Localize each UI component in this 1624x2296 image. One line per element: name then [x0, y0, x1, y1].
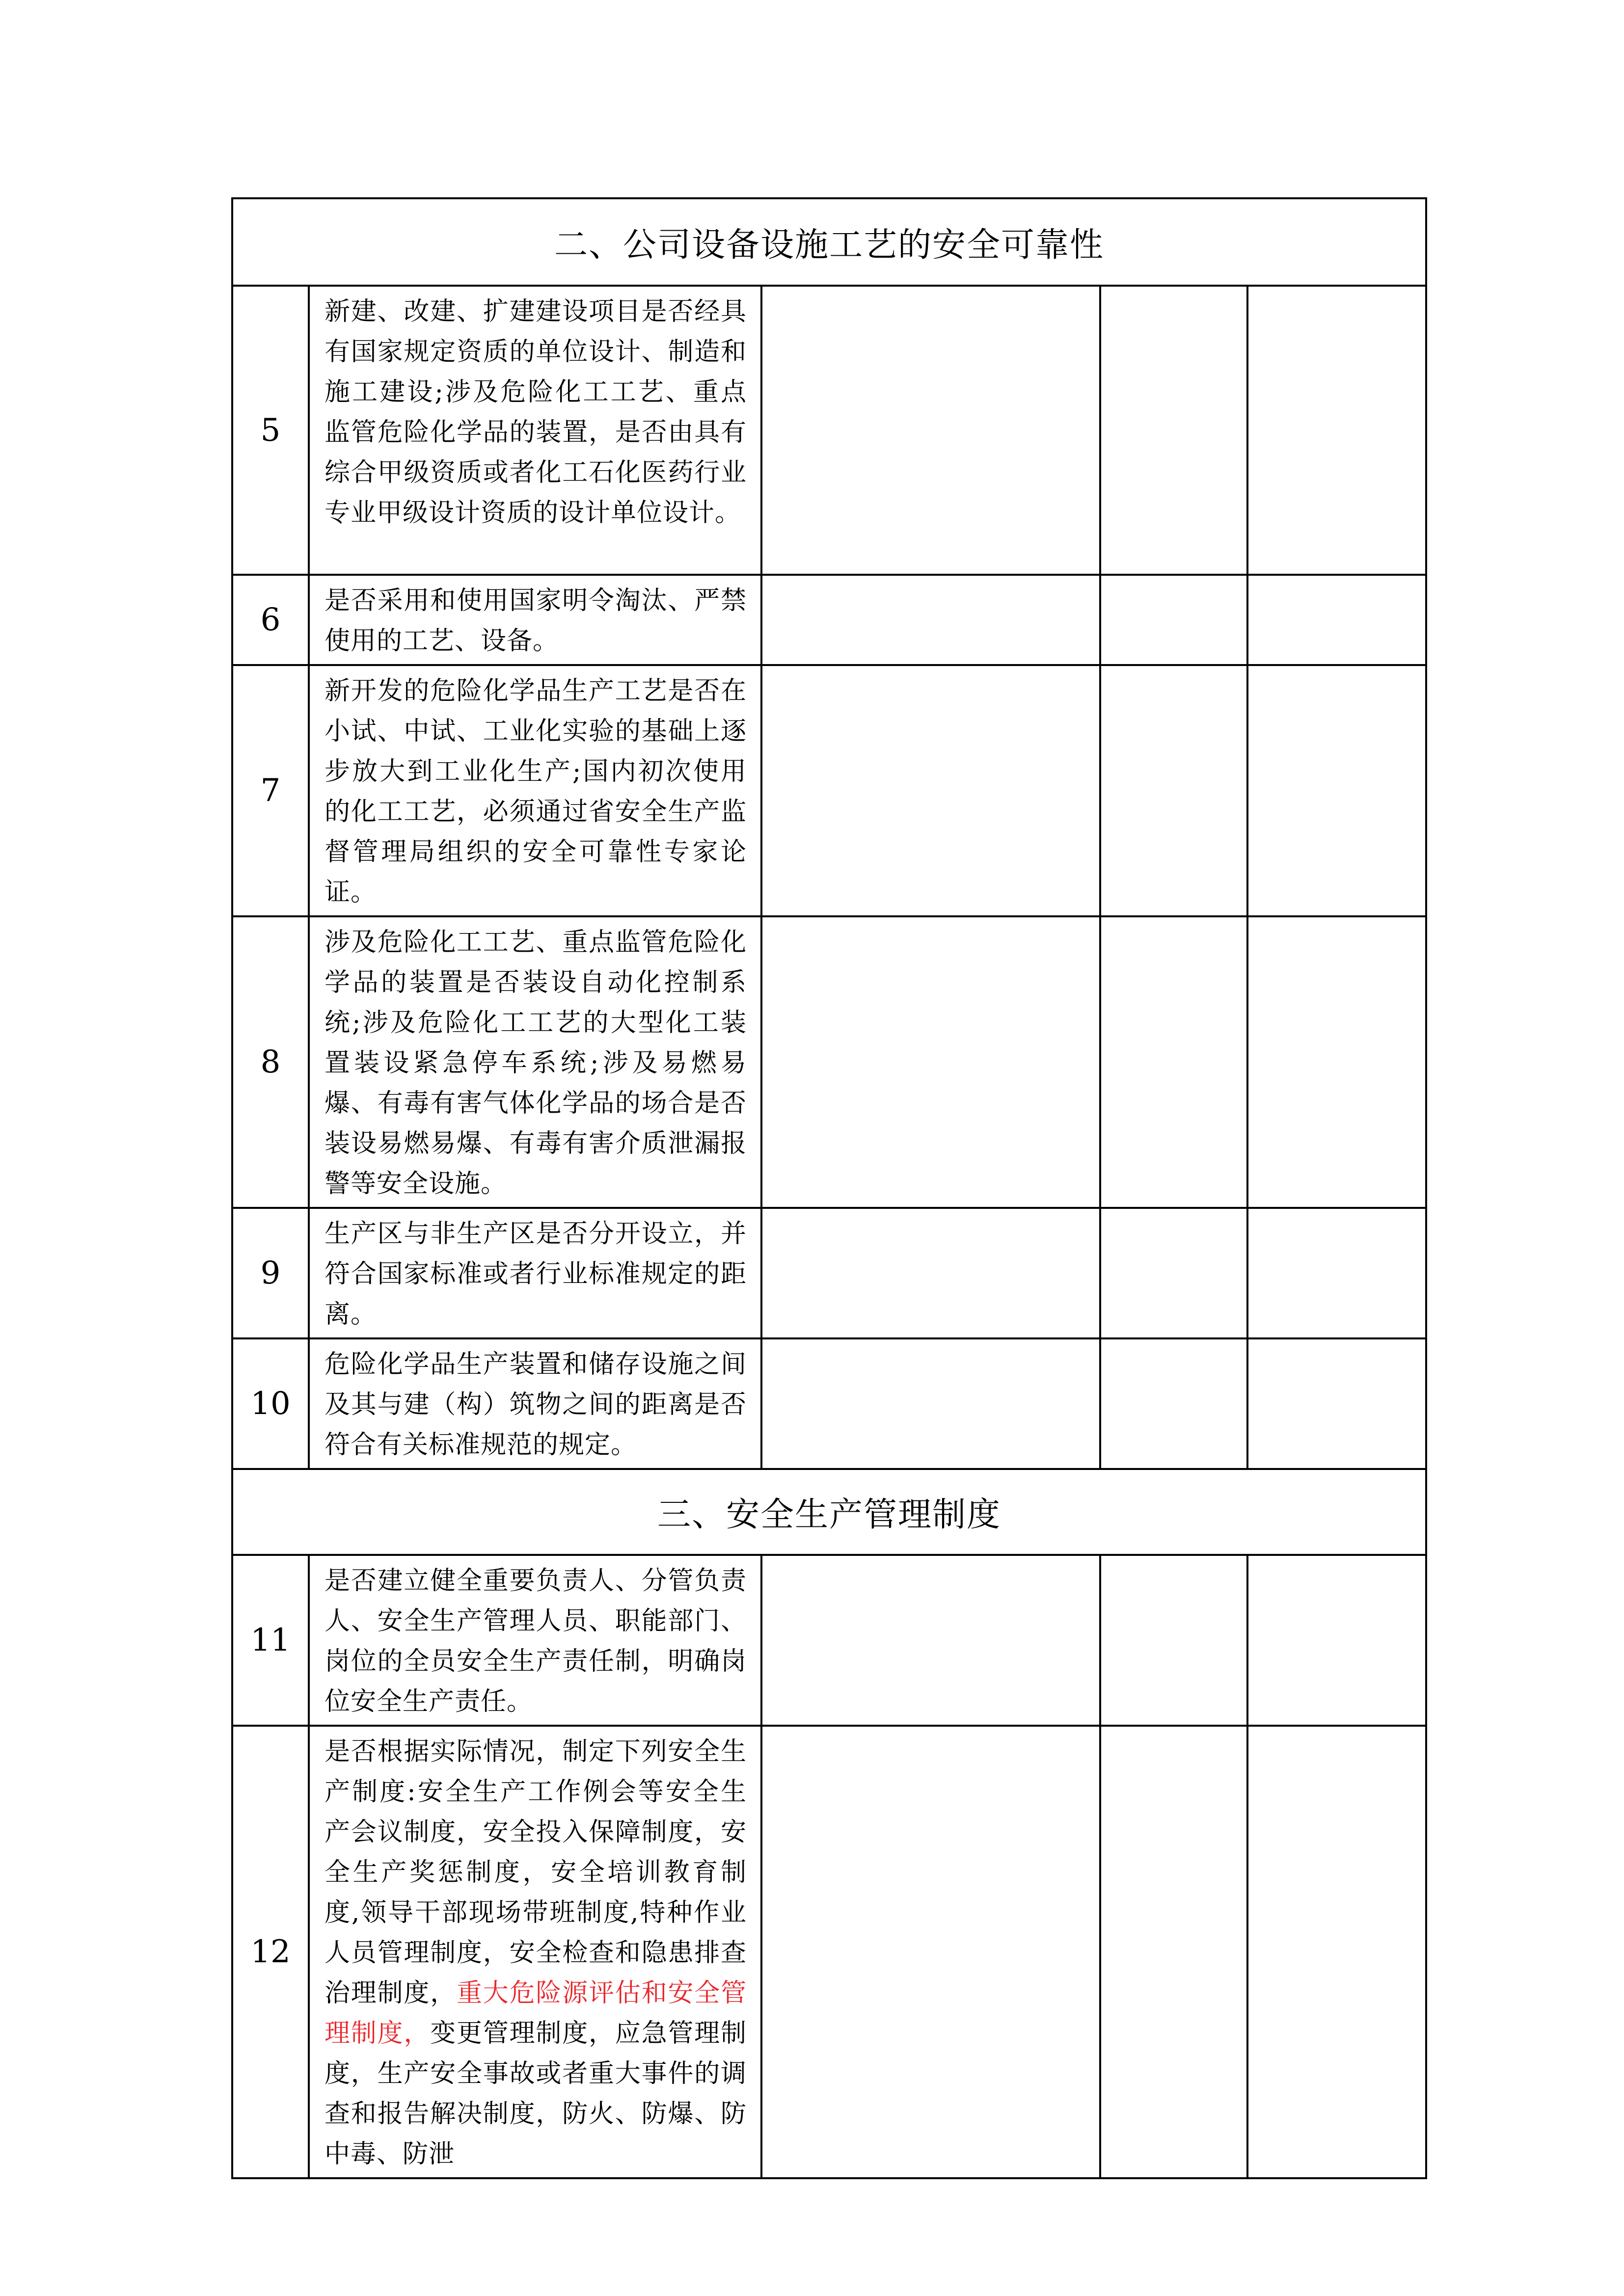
- item-number: 9: [232, 1208, 309, 1338]
- blank-cell: [1100, 1726, 1247, 2178]
- blank-cell: [761, 1555, 1100, 1726]
- blank-cell: [761, 1208, 1100, 1338]
- blank-cell: [1247, 1208, 1426, 1338]
- blank-cell: [1100, 1208, 1247, 1338]
- section-title-equipment-safety: 二、公司设备设施工艺的安全可靠性: [232, 198, 1426, 286]
- blank-cell: [1247, 1338, 1426, 1469]
- item-description: 涉及危险化工工艺、重点监管危险化学品的装置是否装设自动化控制系统;涉及危险化工工艺的大型化工装置装设紧急停车系统;涉及易燃易爆、有毒有害气体化学品的场合是否装设易燃易爆、有毒有害介质泄漏报警等安全设施。: [309, 916, 761, 1208]
- highlighted-text: 重大危险源评估和安全管理制度，: [325, 1978, 747, 2048]
- blank-cell: [761, 286, 1100, 575]
- item-number: 5: [232, 286, 309, 575]
- blank-cell: [1100, 665, 1247, 916]
- inspection-table: [231, 197, 1427, 2179]
- item-description: 是否建立健全重要负责人、分管负责人、安全生产管理人员、职能部门、岗位的全员安全生产责任制，明确岗位安全生产责任。: [309, 1555, 761, 1726]
- section-title-safety-management: 三、安全生产管理制度: [232, 1469, 1426, 1555]
- item-number: 11: [232, 1555, 309, 1726]
- blank-cell: [761, 916, 1100, 1208]
- section-header-row: [232, 198, 1426, 286]
- blank-cell: [1247, 575, 1426, 665]
- table-row: [232, 1726, 1426, 2178]
- item-number: 10: [232, 1338, 309, 1469]
- section-header-row: [232, 1469, 1426, 1555]
- blank-cell: [761, 1726, 1100, 2178]
- table-row: [232, 575, 1426, 665]
- blank-cell: [1247, 916, 1426, 1208]
- item-description: 新建、改建、扩建建设项目是否经具有国家规定资质的单位设计、制造和施工建设;涉及危险化工工艺、重点监管危险化学品的装置，是否由具有综合甲级资质或者化工石化医药行业专业甲级设计资质的设计单位设计。: [309, 286, 761, 575]
- table-row: [232, 1208, 1426, 1338]
- table-row: [232, 1338, 1426, 1469]
- blank-cell: [761, 575, 1100, 665]
- blank-cell: [1100, 286, 1247, 575]
- item-number: 7: [232, 665, 309, 916]
- blank-cell: [1247, 286, 1426, 575]
- blank-cell: [1100, 1338, 1247, 1469]
- item-description: 生产区与非生产区是否分开设立，并符合国家标准或者行业标准规定的距离。: [309, 1208, 761, 1338]
- blank-cell: [1247, 1726, 1426, 2178]
- item-description: 危险化学品生产装置和储存设施之间及其与建（构）筑物之间的距离是否符合有关标准规范的规定。: [309, 1338, 761, 1469]
- blank-cell: [1247, 1555, 1426, 1726]
- table-row: [232, 916, 1426, 1208]
- description-text: 是否根据实际情况，制定下列安全生产制度:安全生产工作例会等安全生产会议制度，安全投入保障制度，安全生产奖惩制度，安全培训教育制度,领导干部现场带班制度,特种作业人员管理制度，安全检查和隐患排查治理制度，: [325, 1737, 747, 2008]
- item-number: 8: [232, 916, 309, 1208]
- item-number: 6: [232, 575, 309, 665]
- blank-cell: [1100, 916, 1247, 1208]
- item-number: 12: [232, 1726, 309, 2178]
- table-row: [232, 1555, 1426, 1726]
- blank-cell: [1100, 1555, 1247, 1726]
- description-text: 变更管理制度，应急管理制度，生产安全事故或者重大事件的调查和报告解决制度，防火、防爆、防中毒、防泄: [325, 2019, 747, 2169]
- item-description: [309, 1726, 761, 2178]
- item-description: 新开发的危险化学品生产工艺是否在小试、中试、工业化实验的基础上逐步放大到工业化生产;国内初次使用的化工工艺，必须通过省安全生产监督管理局组织的安全可靠性专家论证。: [309, 665, 761, 916]
- blank-cell: [761, 1338, 1100, 1469]
- blank-cell: [1247, 665, 1426, 916]
- blank-cell: [1100, 575, 1247, 665]
- table-row: [232, 286, 1426, 575]
- blank-cell: [761, 665, 1100, 916]
- item-description: 是否采用和使用国家明令淘汰、严禁使用的工艺、设备。: [309, 575, 761, 665]
- table-row: [232, 665, 1426, 916]
